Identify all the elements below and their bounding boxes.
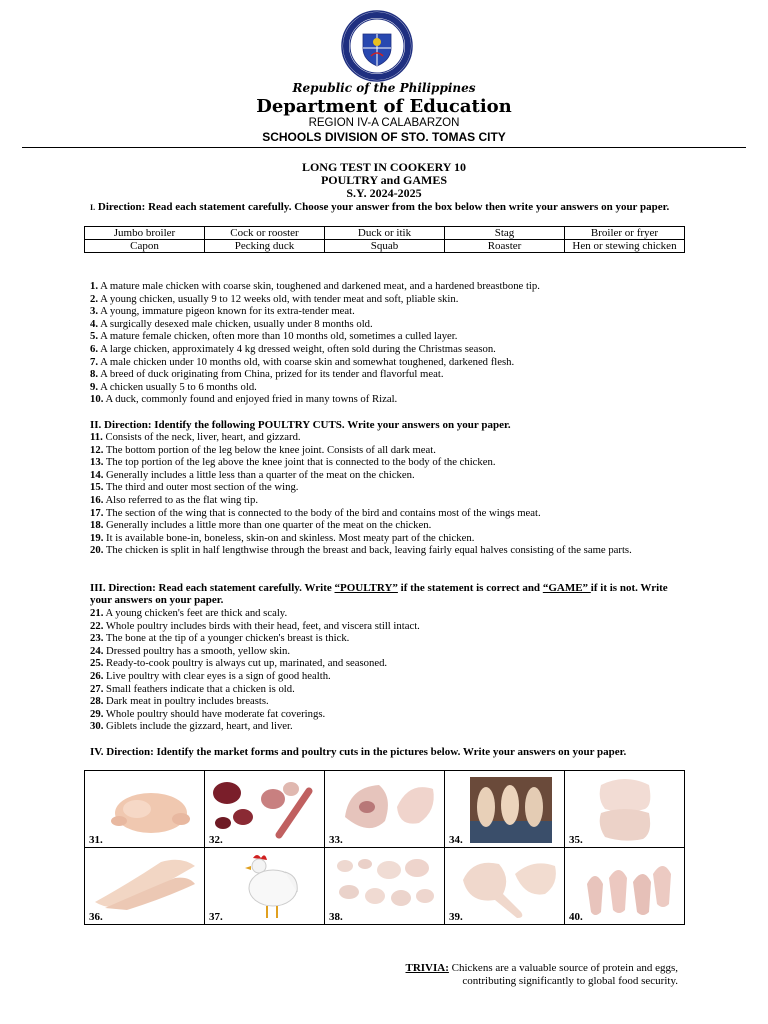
choice-cell: Cock or rooster bbox=[205, 227, 325, 240]
question-item: 1. A mature male chicken with coarse skin, toughened and darkened meat, and a hardened breastbone tip. bbox=[90, 280, 540, 292]
question-item: 2. A young chicken, usually 9 to 12 weeks old, with tender meat and soft, pliable skin. bbox=[90, 292, 459, 305]
question-item: 9. A chicken usually 5 to 6 months old. bbox=[90, 380, 257, 393]
choice-cell: Squab bbox=[325, 240, 445, 253]
choices-row bbox=[85, 227, 685, 240]
question-item: 23. The bone at the tip of a younger chicken's breast is thick. bbox=[90, 632, 350, 645]
question-item: 18. Generally includes a little more than one quarter of the meat on the chicken. bbox=[90, 519, 432, 532]
question-item: 7. A male chicken under 10 months old, with coarse skin and somewhat toughened, darkened flesh. bbox=[90, 355, 515, 368]
dressed-chickens-image bbox=[470, 777, 552, 843]
question-item: 28. Dark meat in poultry includes breasts. bbox=[90, 695, 269, 708]
choices-row bbox=[85, 240, 685, 253]
part4-direction: IV. Direction: Identify the market forms and poultry cuts in the pictures below. Write your answers on your paper. bbox=[90, 746, 627, 758]
chicken-breast-image bbox=[595, 775, 655, 843]
giblets-image bbox=[209, 777, 319, 839]
question-item: 5. A mature female chicken, often more than 10 months old, sometimes a culled layer. bbox=[90, 330, 458, 343]
part2-direction: II. Direction: Identify the following POULTRY CUTS. Write your answers on your paper. bbox=[90, 419, 511, 431]
picture-cell bbox=[325, 848, 445, 925]
choices-box bbox=[84, 226, 685, 253]
trivia-label: TRIVIA: bbox=[405, 962, 449, 974]
question-item: 20. The chicken is split in half lengthwise through the breast and back, leaving fairly equal halves consisting of the same parts. bbox=[90, 544, 632, 557]
question-item: 27. Small feathers indicate that a chicken is old. bbox=[90, 682, 295, 695]
part3-questions bbox=[90, 607, 680, 733]
question-item: 21. A young chicken's feet are thick and scaly. bbox=[90, 607, 288, 619]
test-title: LONG TEST IN COOKERY 10 bbox=[301, 160, 467, 174]
picture-number: 31. bbox=[89, 834, 103, 846]
question-item: 6. A large chicken, approximately 4 kg dressed weight, often sold during the Christmas season. bbox=[90, 342, 496, 355]
part1-direction: I. Direction: Read each statement carefully. Choose your answer from the box below then write your answers on your paper. bbox=[90, 201, 670, 213]
picture-number: 37. bbox=[209, 911, 223, 923]
choice-cell: Hen or stewing chicken bbox=[565, 240, 685, 253]
chicken-wings-image bbox=[91, 852, 199, 912]
picture-cell bbox=[325, 771, 445, 848]
school-year: S.Y. 2024-2025 bbox=[346, 186, 422, 200]
question-item: 24. Dressed poultry has a smooth, yellow skin. bbox=[90, 644, 291, 657]
picture-cell bbox=[85, 848, 205, 925]
question-item: 10. A duck, commonly found and enjoyed fried in many towns of Rizal. bbox=[90, 393, 398, 406]
whole-chicken-image bbox=[107, 781, 197, 841]
deped-seal-logo bbox=[341, 10, 413, 82]
question-item: 26. Live poultry with clear eyes is a sign of good health. bbox=[90, 669, 331, 682]
question-item: 29. Whole poultry should have moderate fat coverings. bbox=[90, 707, 326, 720]
live-chicken-image bbox=[235, 850, 301, 922]
question-item: 8. A breed of duck originating from China, prized for its tender and flavorful meat. bbox=[90, 368, 444, 381]
whole-leg-image bbox=[459, 854, 559, 920]
division-heading: SCHOOLS DIVISION OF STO. TOMAS CITY bbox=[262, 130, 506, 144]
trivia-note: TRIVIA: Chickens are a valuable source of protein and eggs, contributing significantly to global food security. bbox=[405, 962, 678, 987]
picture-number: 38. bbox=[329, 911, 343, 923]
question-item: 17. The section of the wing that is connected to the body of the bird and contains most of the wings meat. bbox=[90, 506, 541, 519]
choice-cell: Stag bbox=[445, 227, 565, 240]
question-item: 12. The bottom portion of the leg below the knee joint. Consists of all dark meat. bbox=[90, 443, 436, 456]
picture-number: 33. bbox=[329, 834, 343, 846]
question-item: 4. A surgically desexed male chicken, usually under 8 months old. bbox=[90, 317, 373, 330]
choice-cell: Pecking duck bbox=[205, 240, 325, 253]
choice-cell: Roaster bbox=[445, 240, 565, 253]
choice-cell: Broiler or fryer bbox=[565, 227, 685, 240]
chicken-thigh-image bbox=[339, 777, 439, 841]
question-item: 13. The top portion of the leg above the knee joint that is connected to the body of the chicken. bbox=[90, 456, 496, 469]
picture-number: 35. bbox=[569, 834, 583, 846]
question-item: 15. The third and outer most section of the wing. bbox=[90, 481, 299, 494]
header-divider bbox=[22, 147, 746, 148]
part1-questions bbox=[90, 280, 680, 406]
picture-number: 36. bbox=[89, 911, 103, 923]
choice-cell: Capon bbox=[85, 240, 205, 253]
picture-number: 40. bbox=[569, 911, 583, 923]
question-item: 16. Also referred to as the flat wing tip. bbox=[90, 493, 259, 506]
department-heading: Department of Education bbox=[256, 96, 512, 117]
question-item: 25. Ready-to-cook poultry is always cut up, marinated, and seasoned. bbox=[90, 657, 388, 670]
question-item: 19. It is available bone-in, boneless, skin-on and skinless. Most meaty part of the chicken. bbox=[90, 531, 475, 544]
picture-cell bbox=[445, 848, 565, 925]
picture-cell bbox=[205, 771, 325, 848]
picture-cell bbox=[565, 848, 685, 925]
test-subject: POULTRY and GAMES bbox=[320, 173, 448, 187]
picture-number: 34. bbox=[449, 834, 463, 846]
question-item: 3. A young, immature pigeon known for its extra-tender meat. bbox=[90, 305, 355, 318]
pictures-grid bbox=[84, 770, 685, 925]
picture-number: 39. bbox=[449, 911, 463, 923]
picture-cell bbox=[445, 771, 565, 848]
republic-heading: Republic of the Philippines bbox=[292, 81, 476, 95]
picture-cell bbox=[205, 848, 325, 925]
picture-cell bbox=[565, 771, 685, 848]
region-heading: REGION IV-A CALABARZON bbox=[308, 117, 460, 129]
picture-cell bbox=[85, 771, 205, 848]
question-item: 14. Generally includes a little less than a quarter of the meat on the chicken. bbox=[90, 468, 415, 481]
chicken-cuts-assortment-image bbox=[331, 852, 439, 918]
part3-direction: III. Direction: Read each statement carefully. Write “POULTRY” if the statement is correct and “GAME” if it is not. Write your answers on your paper. bbox=[90, 582, 668, 606]
question-item: 30. Giblets include the gizzard, heart, and liver. bbox=[90, 720, 293, 733]
choice-cell: Jumbo broiler bbox=[85, 227, 205, 240]
choice-cell: Duck or itik bbox=[325, 227, 445, 240]
drumsticks-image bbox=[579, 854, 675, 920]
part2-questions bbox=[90, 431, 680, 557]
question-item: 11. Consists of the neck, liver, heart, and gizzard. bbox=[90, 431, 301, 443]
picture-number: 32. bbox=[209, 834, 223, 846]
question-item: 22. Whole poultry includes birds with their head, feet, and viscera still intact. bbox=[90, 619, 420, 632]
